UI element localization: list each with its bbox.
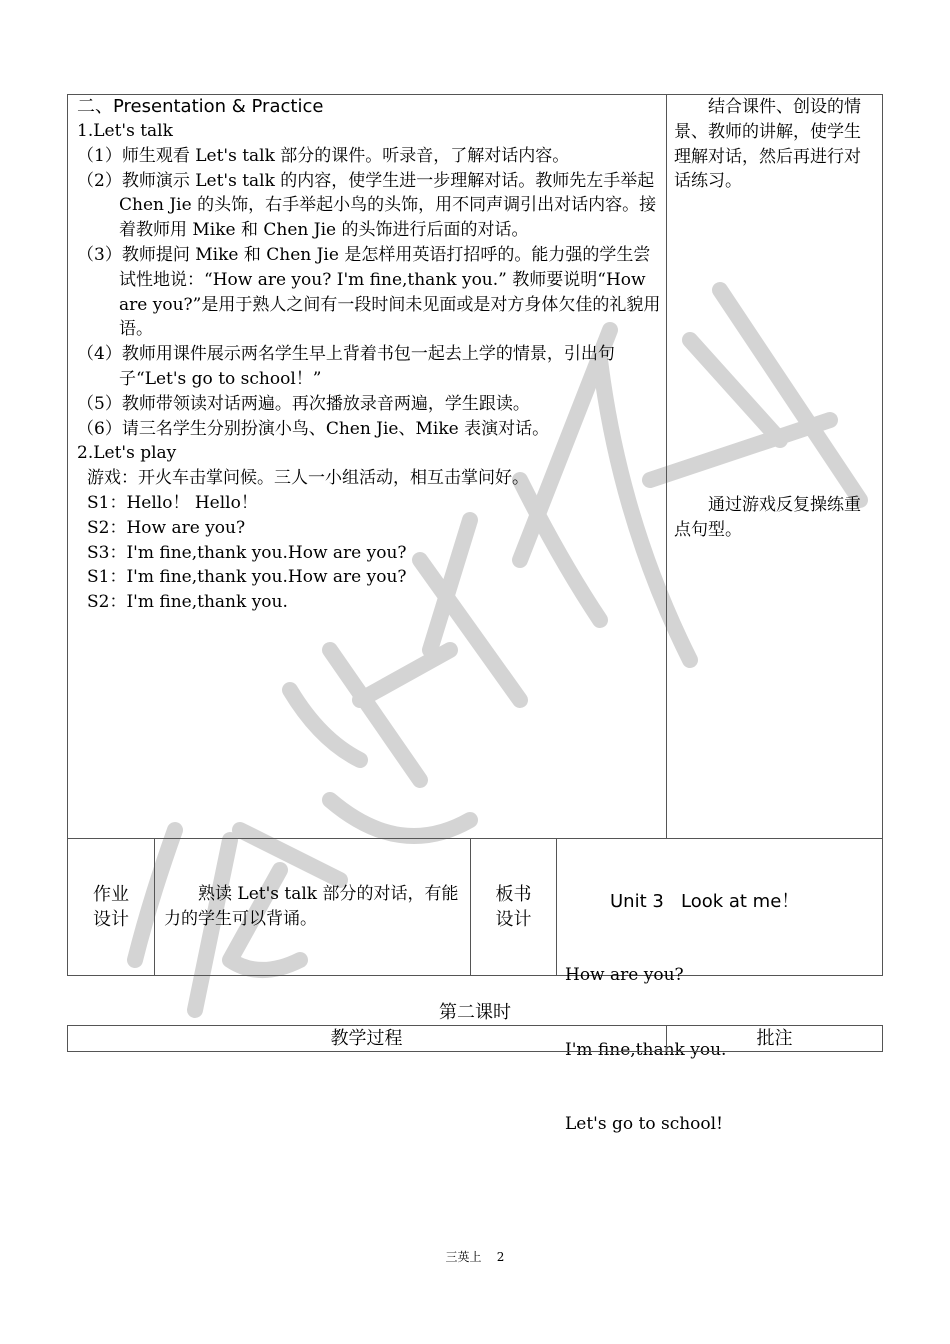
- dialogue-line: S3：I'm fine,thank you.How are you?: [87, 542, 407, 563]
- board-label: [471, 882, 556, 932]
- board-label-line: 板书: [495, 884, 532, 905]
- homework-label-line: 作业: [93, 884, 129, 905]
- lesson-line: 1.Let's talk: [77, 121, 173, 141]
- dialogue-line: S2：How are you?: [87, 517, 246, 538]
- lesson-line: 游戏：开火车击掌问候。三人一小组活动，相互击掌问好。: [87, 468, 529, 489]
- homework-label-divider: [154, 838, 155, 975]
- notes-column-header: 批注: [756, 1028, 793, 1049]
- board-line: How are you?: [565, 965, 684, 986]
- lesson-line: （5）教师带领读对话两遍。再次播放录音两遍，学生跟读。: [77, 393, 530, 414]
- section-title: 二、Presentation & Practice: [77, 96, 324, 117]
- dialogue-line: S1：Hello！ Hello！: [87, 492, 258, 513]
- lesson-line: （1）师生观看 Let's talk 部分的课件。听录音，了解对话内容。: [77, 145, 570, 166]
- second-lesson-title: 第二课时: [439, 1002, 511, 1023]
- lesson-line: 2.Let's play: [77, 443, 177, 464]
- lesson-line: （4）教师用课件展示两名学生早上背着书包一起去上学的情景，引出句子“Let's go to school！”: [77, 344, 615, 389]
- homework-content: 熟读 Let's talk 部分的对话，有能力的学生可以背诵。: [164, 884, 459, 929]
- homework-label: [68, 882, 154, 932]
- homework-label-line: 设计: [93, 909, 129, 930]
- note-1: 结合课件、创设的情景、教师的讲解，使学生理解对话，然后再进行对话练习。: [674, 97, 861, 192]
- board-line: I'm fine,thank you.: [565, 1039, 727, 1060]
- page-footer: 三英上 2: [445, 1250, 505, 1264]
- board-title: Unit 3 Look at me！: [610, 890, 800, 912]
- dialogue-line: S2：I'm fine,thank you.: [87, 592, 288, 613]
- board-label-line: 设计: [495, 909, 532, 930]
- lesson-line: （2）教师演示 Let's talk 的内容，使学生进一步理解对话。教师先左手举起 Chen Jie 的头饰，右手举起小鸟的头饰，用不同声调引出对话内容。接着教师用 Mike 和 Chen Jie 的头饰进行后面的对话。: [77, 170, 657, 241]
- process-column-header: 教学过程: [330, 1028, 403, 1049]
- lesson-content: [77, 94, 661, 615]
- board-label-divider: [556, 838, 557, 975]
- note-2: 通过游戏反复操练重点句型。: [674, 495, 861, 540]
- lesson-line: （6）请三名学生分别扮演小鸟、Chen Jie、Mike 表演对话。: [77, 418, 550, 439]
- board-line: Let's go to school!: [565, 1113, 723, 1134]
- dialogue-line: S1：I'm fine,thank you.How are you?: [87, 567, 407, 588]
- lesson-line: （3）教师提问 Mike 和 Chen Jie 是怎样用英语打招呼的。能力强的学生尝试性地说：“How are you? I'm fine,thank you.” 教师要说明“How are you?”是用于熟人之间有一段时间未见面或是对方身体欠佳的礼貌用语。: [77, 244, 661, 340]
- notes-column-divider: [666, 94, 667, 839]
